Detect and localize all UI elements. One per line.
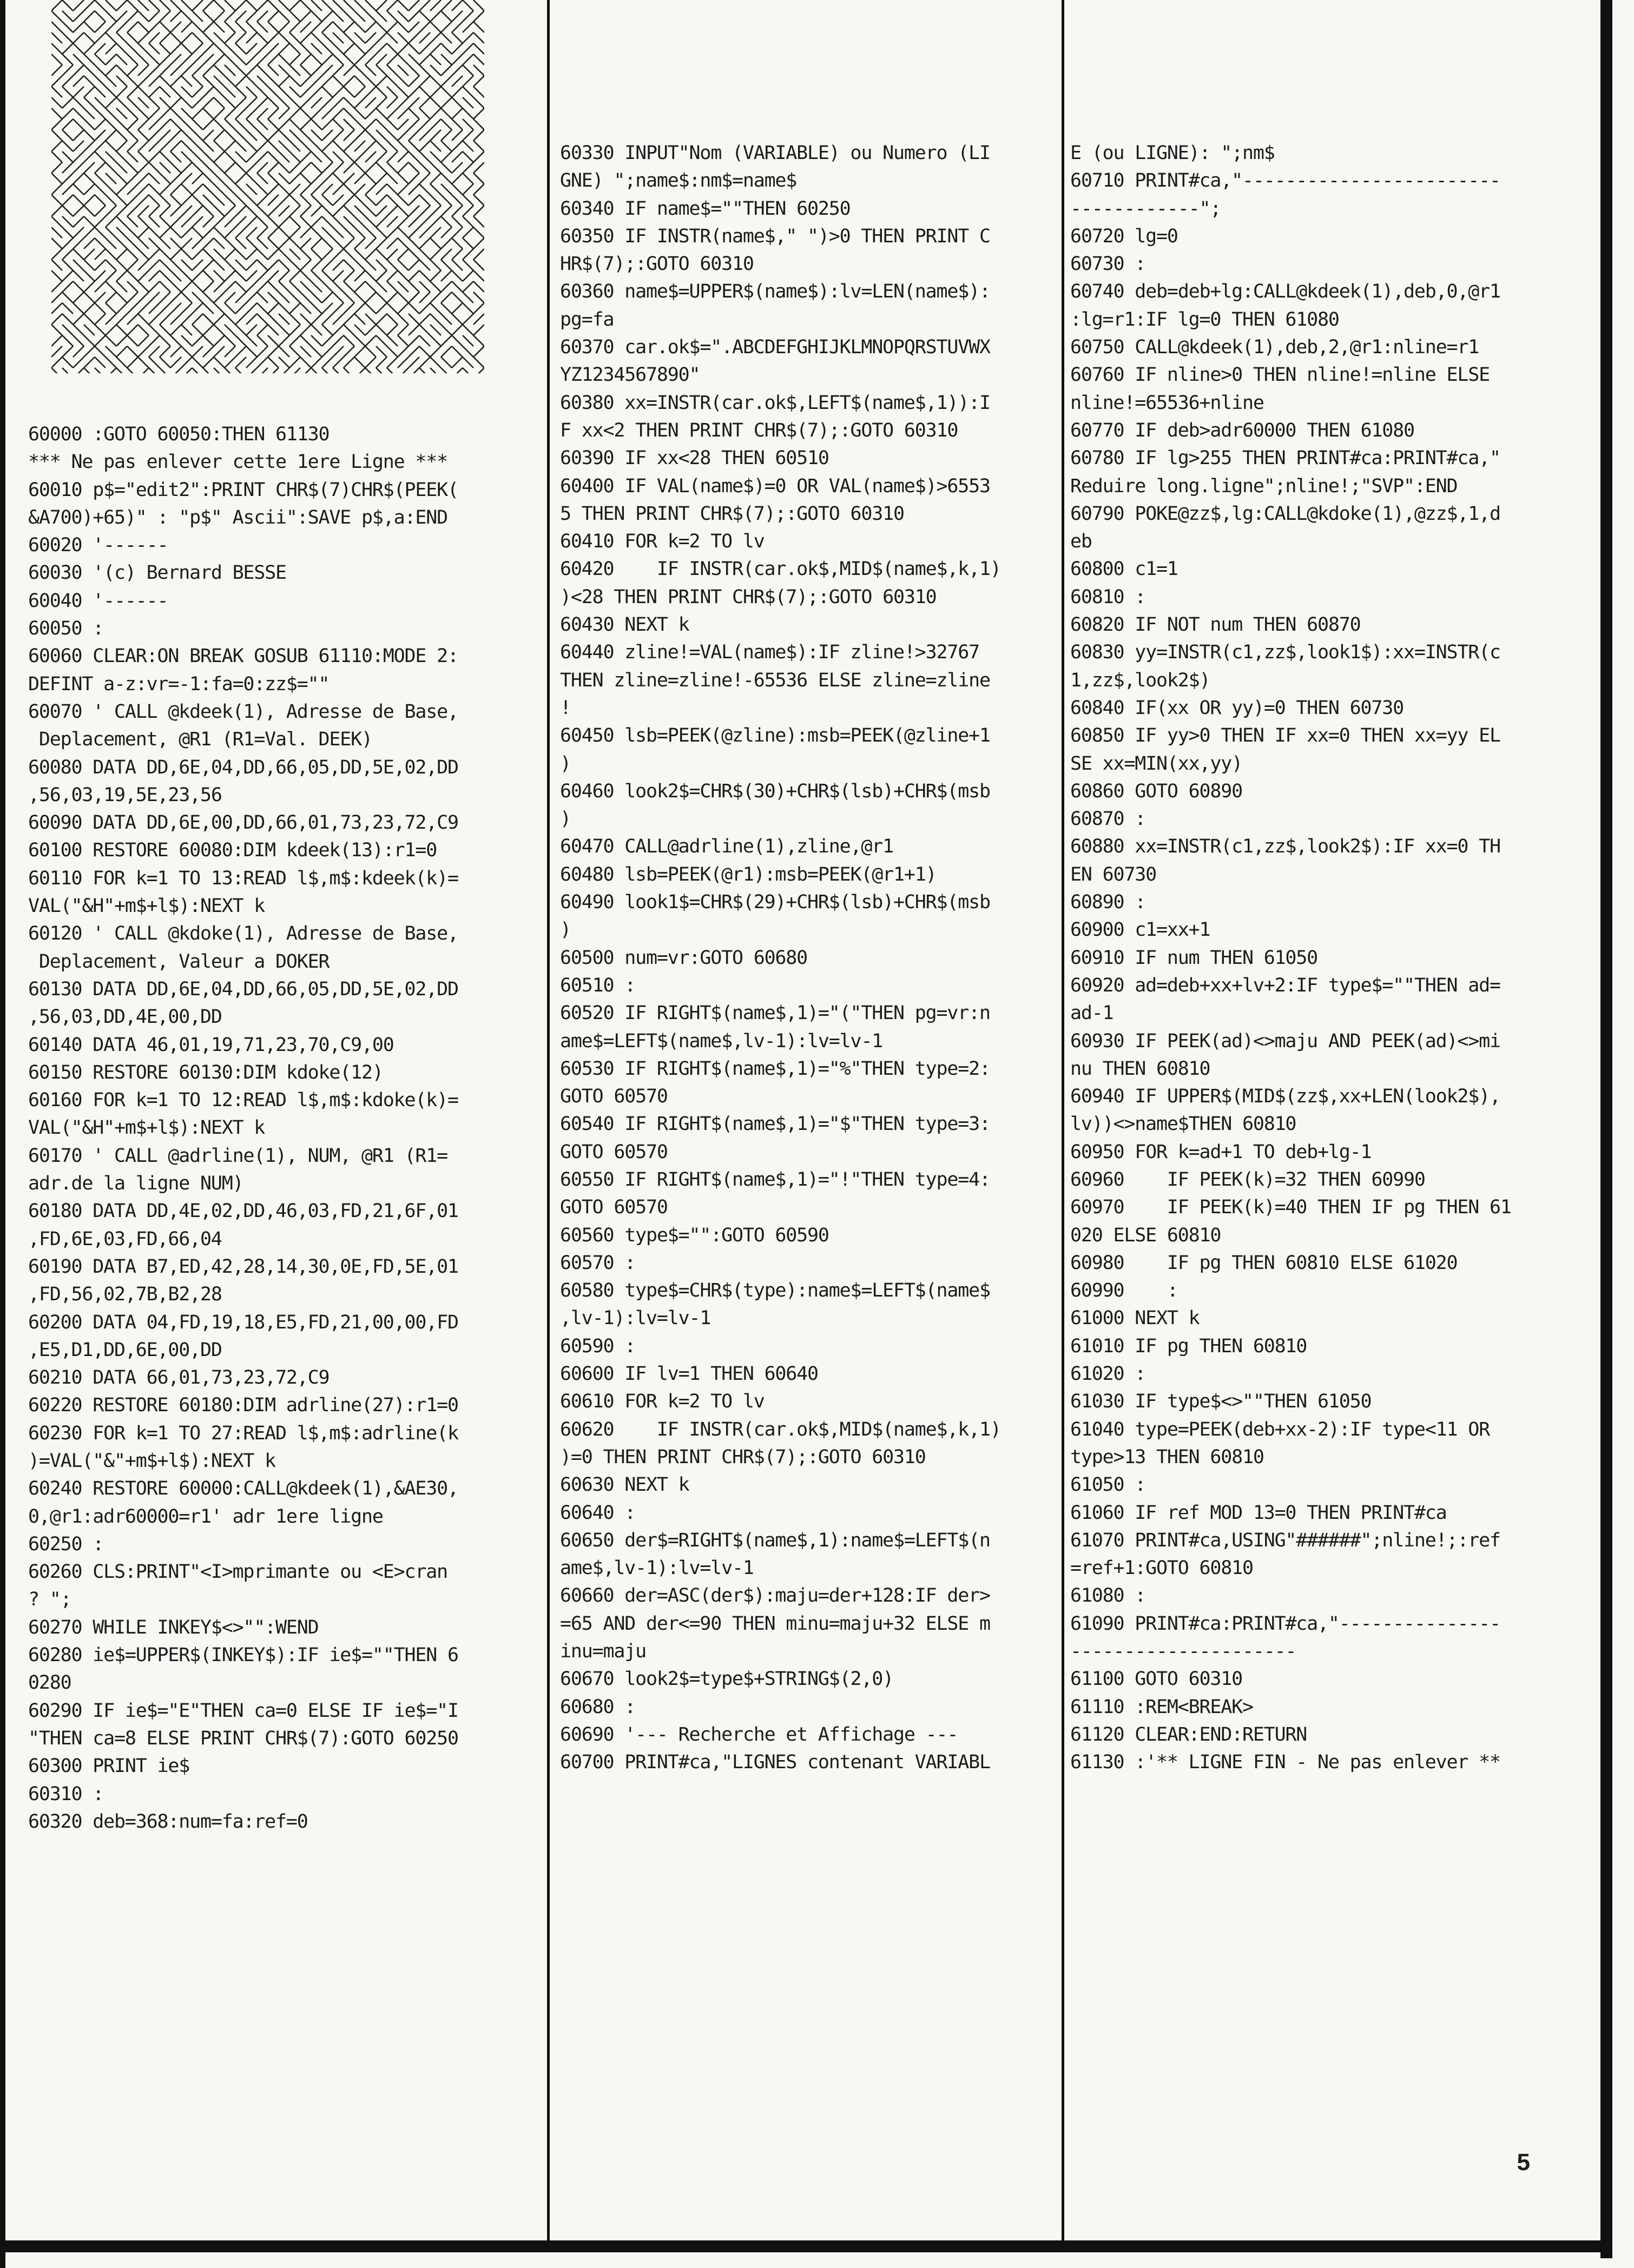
code-line: 60260 CLS:PRINT"<I>mprimante ou <E>cran	[28, 1561, 447, 1583]
code-line: 60190 DATA B7,ED,42,28,14,30,0E,FD,5E,01	[28, 1255, 458, 1278]
code-line: 60160 FOR k=1 TO 12:READ l$,m$:kdoke(k)=	[28, 1089, 458, 1112]
code-line: 60250 :	[28, 1533, 104, 1555]
code-line: 60490 look1$=CHR$(29)+CHR$(lsb)+CHR$(msb	[560, 891, 990, 914]
code-line: 60450 lsb=PEEK(@zline):msb=PEEK(@zline+1	[560, 725, 990, 747]
code-line: 60300 PRINT ie$	[28, 1755, 190, 1777]
code-line: 60990 :	[1070, 1280, 1178, 1302]
code-line: *** Ne pas enlever cette 1ere Ligne ***	[28, 451, 447, 473]
code-line: 60360 name$=UPPER$(name$):lv=LEN(name$):	[560, 281, 990, 303]
code-line: GNE) ";name$:nm$=name$	[560, 170, 797, 192]
code-line: 60790 POKE@zz$,lg:CALL@kdoke(1),@zz$,1,d	[1070, 502, 1500, 525]
code-line: 60020 '------	[28, 534, 168, 557]
code-line: 60770 IF deb>adr60000 THEN 61080	[1070, 419, 1414, 441]
code-line: THEN zline=zline!-65536 ELSE zline=zline	[560, 669, 990, 691]
code-line: 60780 IF lg>255 THEN PRINT#ca:PRINT#ca,"	[1070, 447, 1500, 470]
code-line: 60640 :	[560, 1502, 636, 1524]
code-line: nu THEN 60810	[1070, 1057, 1210, 1080]
code-line: F xx<2 THEN PRINT CHR$(7);:GOTO 60310	[560, 419, 958, 441]
code-line: ame$=LEFT$(name$,lv-1):lv=lv-1	[560, 1030, 883, 1052]
code-line: 60280 ie$=UPPER$(INKEY$):IF ie$=""THEN 6	[28, 1644, 458, 1667]
code-line: SE xx=MIN(xx,yy)	[1070, 752, 1242, 775]
code-line: ame$,lv-1):lv=lv-1	[560, 1557, 754, 1579]
bottom-border	[0, 2240, 1612, 2252]
code-line: 60170 ' CALL @adrline(1), NUM, @R1 (R1=	[28, 1145, 447, 1167]
code-line: 60290 IF ie$="E"THEN ca=0 ELSE IF ie$="I	[28, 1700, 458, 1722]
code-line: ------------";	[1070, 197, 1221, 220]
code-line: 60050 :	[28, 618, 104, 640]
code-line: 60210 DATA 66,01,73,23,72,C9	[28, 1367, 330, 1389]
code-line: E (ou LIGNE): ";nm$	[1070, 142, 1275, 164]
code-line: ,E5,D1,DD,6E,00,DD	[28, 1339, 222, 1361]
code-line: !	[560, 697, 571, 719]
code-line: 60240 RESTORE 60000:CALL@kdeek(1),&AE30,	[28, 1478, 458, 1500]
code-line: 60940 IF UPPER$(MID$(zz$,xx+LEN(look2$),	[1070, 1086, 1500, 1108]
code-line: 60840 IF(xx OR yy)=0 THEN 60730	[1070, 697, 1404, 719]
code-line: 60970 IF PEEK(k)=40 THEN IF pg THEN 61	[1070, 1196, 1511, 1219]
code-line: )	[560, 752, 571, 775]
code-line: 60110 FOR k=1 TO 13:READ l$,m$:kdeek(k)=	[28, 867, 458, 889]
code-line: eb	[1070, 531, 1092, 553]
code-line: 60320 deb=368:num=fa:ref=0	[28, 1810, 308, 1833]
code-line: 60960 IF PEEK(k)=32 THEN 60990	[1070, 1168, 1425, 1191]
code-line: 60570 :	[560, 1252, 636, 1274]
code-line: =ref+1:GOTO 60810	[1070, 1557, 1253, 1579]
code-line: 60080 DATA DD,6E,04,DD,66,05,DD,5E,02,DD	[28, 756, 458, 778]
code-line: 60730 :	[1070, 253, 1146, 275]
code-line: 60800 c1=1	[1070, 558, 1178, 580]
code-line: )<28 THEN PRINT CHR$(7);:GOTO 60310	[560, 586, 937, 608]
code-line: EN 60730	[1070, 863, 1156, 885]
code-line: 60560 type$="":GOTO 60590	[560, 1224, 829, 1246]
code-line: 60480 lsb=PEEK(@r1):msb=PEEK(@r1+1)	[560, 863, 937, 885]
code-line: 60150 RESTORE 60130:DIM kdoke(12)	[28, 1061, 383, 1083]
code-line: 61110 :REM<BREAK>	[1070, 1696, 1253, 1718]
code-line: Deplacement, @R1 (R1=Val. DEEK)	[28, 729, 372, 751]
code-line: inu=maju	[560, 1641, 646, 1663]
right-border	[1600, 0, 1612, 2258]
code-line: 60950 FOR k=ad+1 TO deb+lg-1	[1070, 1141, 1372, 1163]
maze-pattern	[51, 0, 484, 373]
code-line: 60680 :	[560, 1696, 636, 1718]
code-line: 60470 CALL@adrline(1),zline,@r1	[560, 836, 894, 858]
code-line: ? ";	[28, 1589, 71, 1611]
code-line: 60750 CALL@kdeek(1),deb,2,@r1:nline=r1	[1070, 336, 1479, 359]
code-line: ,56,03,19,5E,23,56	[28, 784, 222, 806]
code-line: 60040 '------	[28, 590, 168, 612]
code-line: 60410 FOR k=2 TO lv	[560, 531, 765, 553]
code-line: 60350 IF INSTR(name$," ")>0 THEN PRINT C	[560, 225, 990, 247]
code-line: 60030 '(c) Bernard BESSE	[28, 562, 286, 584]
code-line: 61130 :'** LIGNE FIN - Ne pas enlever **	[1070, 1751, 1500, 1774]
code-line: ,56,03,DD,4E,00,DD	[28, 1006, 222, 1028]
code-line: DEFINT a-z:vr=-1:fa=0:zz$=""	[28, 673, 330, 695]
code-line: =65 AND der<=90 THEN minu=maju+32 ELSE m	[560, 1612, 990, 1635]
code-line: adr.de la ligne NUM)	[28, 1173, 243, 1195]
column-divider-1	[547, 0, 550, 2242]
code-line: 61010 IF pg THEN 60810	[1070, 1335, 1307, 1357]
code-line: 60910 IF num THEN 61050	[1070, 947, 1318, 969]
code-line: 60370 car.ok$=".ABCDEFGHIJKLMNOPQRSTUVWX	[560, 336, 990, 359]
code-line: 60690 '--- Recherche et Affichage ---	[560, 1723, 958, 1745]
code-line: 60550 IF RIGHT$(name$,1)="!"THEN type=4:	[560, 1168, 990, 1191]
code-line: 60090 DATA DD,6E,00,DD,66,01,73,23,72,C9	[28, 812, 458, 834]
code-line: 61070 PRINT#ca,USING"######";nline!;:ref	[1070, 1529, 1500, 1551]
code-line: 60900 c1=xx+1	[1070, 919, 1210, 941]
code-line: Reduire long.ligne";nline!;"SVP":END	[1070, 475, 1458, 497]
code-line: GOTO 60570	[560, 1141, 668, 1163]
code-line: 60720 lg=0	[1070, 225, 1178, 247]
code-line: 60860 GOTO 60890	[1070, 780, 1242, 802]
code-line: 60130 DATA DD,6E,04,DD,66,05,DD,5E,02,DD	[28, 978, 458, 1000]
code-line: )=VAL("&"+m$+l$):NEXT k	[28, 1450, 276, 1472]
code-line: 60180 DATA DD,4E,02,DD,46,03,FD,21,6F,01	[28, 1200, 458, 1222]
code-line: 60610 FOR k=2 TO lv	[560, 1391, 765, 1413]
code-line: type>13 THEN 60810	[1070, 1446, 1264, 1468]
code-line: 60460 look2$=CHR$(30)+CHR$(lsb)+CHR$(msb	[560, 780, 990, 802]
code-line: 60710 PRINT#ca,"------------------------	[1070, 170, 1500, 192]
code-line: 60920 ad=deb+xx+lv+2:IF type$=""THEN ad=	[1070, 974, 1500, 996]
code-line: "THEN ca=8 ELSE PRINT CHR$(7):GOTO 60250	[28, 1727, 458, 1749]
code-line: ,FD,56,02,7B,B2,28	[28, 1284, 222, 1306]
code-line: 61120 CLEAR:END:RETURN	[1070, 1723, 1307, 1745]
code-line: 60850 IF yy>0 THEN IF xx=0 THEN xx=yy EL	[1070, 725, 1500, 747]
code-line: 60580 type$=CHR$(type):name$=LEFT$(name$	[560, 1280, 990, 1302]
left-border	[0, 0, 5, 2268]
code-line: 60380 xx=INSTR(car.ok$,LEFT$(name$,1)):I	[560, 392, 990, 414]
code-line: )	[560, 808, 571, 830]
code-line: 60980 IF pg THEN 60810 ELSE 61020	[1070, 1252, 1458, 1274]
code-line: 60310 :	[28, 1783, 104, 1805]
code-line: 60430 NEXT k	[560, 614, 689, 636]
code-line: 61090 PRINT#ca:PRINT#ca,"---------------	[1070, 1612, 1500, 1635]
code-line: GOTO 60570	[560, 1086, 668, 1108]
code-column-2	[560, 140, 1074, 1777]
code-line: 60330 INPUT"Nom (VARIABLE) ou Numero (LI	[560, 142, 990, 164]
code-line: 60810 :	[1070, 586, 1146, 608]
code-line: 60530 IF RIGHT$(name$,1)="%"THEN type=2:	[560, 1057, 990, 1080]
code-line: 60540 IF RIGHT$(name$,1)="$"THEN type=3:	[560, 1113, 990, 1135]
code-line: 60100 RESTORE 60080:DIM kdeek(13):r1=0	[28, 839, 437, 862]
code-line: 60140 DATA 46,01,19,71,23,70,C9,00	[28, 1034, 394, 1056]
code-line: 60930 IF PEEK(ad)<>maju AND PEEK(ad)<>mi	[1070, 1030, 1500, 1052]
code-line: 60510 :	[560, 974, 636, 996]
code-line: 1,zz$,look2$)	[1070, 669, 1210, 691]
code-line: YZ1234567890"	[560, 364, 700, 386]
code-line: 60650 der$=RIGHT$(name$,1):name$=LEFT$(n	[560, 1529, 990, 1551]
code-line: 60120 ' CALL @kdoke(1), Adresse de Base,	[28, 923, 458, 945]
code-line: 60670 look2$=type$+STRING$(2,0)	[560, 1668, 894, 1690]
code-line: 5 THEN PRINT CHR$(7);:GOTO 60310	[560, 502, 904, 525]
code-line: 60870 :	[1070, 808, 1146, 830]
code-line: 61050 :	[1070, 1474, 1146, 1496]
code-line: 60600 IF lv=1 THEN 60640	[560, 1363, 818, 1385]
code-line: 60420 IF INSTR(car.ok$,MID$(name$,k,1)	[560, 558, 1001, 580]
code-line: 61060 IF ref MOD 13=0 THEN PRINT#ca	[1070, 1502, 1447, 1524]
page-number: 5	[1517, 2149, 1530, 2176]
code-column-3	[1070, 140, 1584, 1777]
code-line: 0280	[28, 1672, 71, 1694]
code-line: )=0 THEN PRINT CHR$(7);:GOTO 60310	[560, 1446, 926, 1468]
code-line: 020 ELSE 60810	[1070, 1224, 1221, 1246]
code-line: pg=fa	[560, 308, 614, 330]
code-line: 60000 :GOTO 60050:THEN 61130	[28, 424, 330, 445]
code-line: )	[560, 919, 571, 941]
code-line: ---------------------	[1070, 1641, 1296, 1663]
code-line: 61030 IF type$<>""THEN 61050	[1070, 1391, 1372, 1413]
code-line: ,lv-1):lv=lv-1	[560, 1307, 711, 1330]
code-column-1	[28, 421, 542, 1836]
code-line: VAL("&H"+m$+l$):NEXT k	[28, 895, 265, 917]
code-line: Deplacement, Valeur a DOKER	[28, 950, 330, 973]
code-line: lv))<>name$THEN 60810	[1070, 1113, 1296, 1135]
code-line: 60270 WHILE INKEY$<>"":WEND	[28, 1616, 319, 1638]
code-line: 60880 xx=INSTR(c1,zz$,look2$):IF xx=0 TH	[1070, 836, 1500, 858]
code-line: nline!=65536+nline	[1070, 392, 1264, 414]
code-line: 60890 :	[1070, 891, 1146, 914]
code-line: HR$(7);:GOTO 60310	[560, 253, 754, 275]
code-line: ,FD,6E,03,FD,66,04	[28, 1228, 222, 1250]
code-line: :lg=r1:IF lg=0 THEN 61080	[1070, 308, 1339, 330]
code-line: 60700 PRINT#ca,"LIGNES contenant VARIABL	[560, 1751, 990, 1774]
code-line: 60590 :	[560, 1335, 636, 1357]
code-line: 60760 IF nline>0 THEN nline!=nline ELSE	[1070, 364, 1490, 386]
code-line: 60060 CLEAR:ON BREAK GOSUB 61110:MODE 2:	[28, 645, 458, 667]
code-line: 60340 IF name$=""THEN 60250	[560, 197, 851, 220]
code-line: 60390 IF xx<28 THEN 60510	[560, 447, 829, 470]
code-line: 61100 GOTO 60310	[1070, 1668, 1242, 1690]
code-line: 60010 p$="edit2":PRINT CHR$(7)CHR$(PEEK(	[28, 479, 458, 501]
code-line: 60230 FOR k=1 TO 27:READ l$,m$:adrline(k	[28, 1422, 458, 1444]
code-line: 60820 IF NOT num THEN 60870	[1070, 614, 1361, 636]
code-line: 60660 der=ASC(der$):maju=der+128:IF der>	[560, 1585, 990, 1607]
code-line: VAL("&H"+m$+l$):NEXT k	[28, 1117, 265, 1139]
code-line: 60740 deb=deb+lg:CALL@kdeek(1),deb,0,@r1	[1070, 281, 1500, 303]
code-line: 60630 NEXT k	[560, 1474, 689, 1496]
code-line: ad-1	[1070, 1002, 1114, 1024]
code-line: 60220 RESTORE 60180:DIM adrline(27):r1=0	[28, 1394, 458, 1417]
code-line: &A700)+65)" : "p$" Ascii":SAVE p$,a:END	[28, 506, 447, 528]
code-line: 61040 type=PEEK(deb+xx-2):IF type<11 OR	[1070, 1418, 1490, 1440]
code-line: 60400 IF VAL(name$)=0 OR VAL(name$)>6553	[560, 475, 990, 497]
code-line: 60520 IF RIGHT$(name$,1)="("THEN pg=vr:n	[560, 1002, 990, 1024]
code-line: 61000 NEXT k	[1070, 1307, 1200, 1330]
code-line: 60200 DATA 04,FD,19,18,E5,FD,21,00,00,FD	[28, 1311, 458, 1333]
code-line: 61080 :	[1070, 1585, 1146, 1607]
code-line: 0,@r1:adr60000=r1' adr 1ere ligne	[28, 1505, 383, 1528]
code-line: 60830 yy=INSTR(c1,zz$,look1$):xx=INSTR(c	[1070, 642, 1500, 664]
code-line: GOTO 60570	[560, 1196, 668, 1219]
code-line: 61020 :	[1070, 1363, 1146, 1385]
code-line: 60070 ' CALL @kdeek(1), Adresse de Base,	[28, 700, 458, 723]
code-line: 60440 zline!=VAL(name$):IF zline!>32767	[560, 642, 979, 664]
code-line: 60620 IF INSTR(car.ok$,MID$(name$,k,1)	[560, 1418, 1001, 1440]
code-line: 60500 num=vr:GOTO 60680	[560, 947, 808, 969]
